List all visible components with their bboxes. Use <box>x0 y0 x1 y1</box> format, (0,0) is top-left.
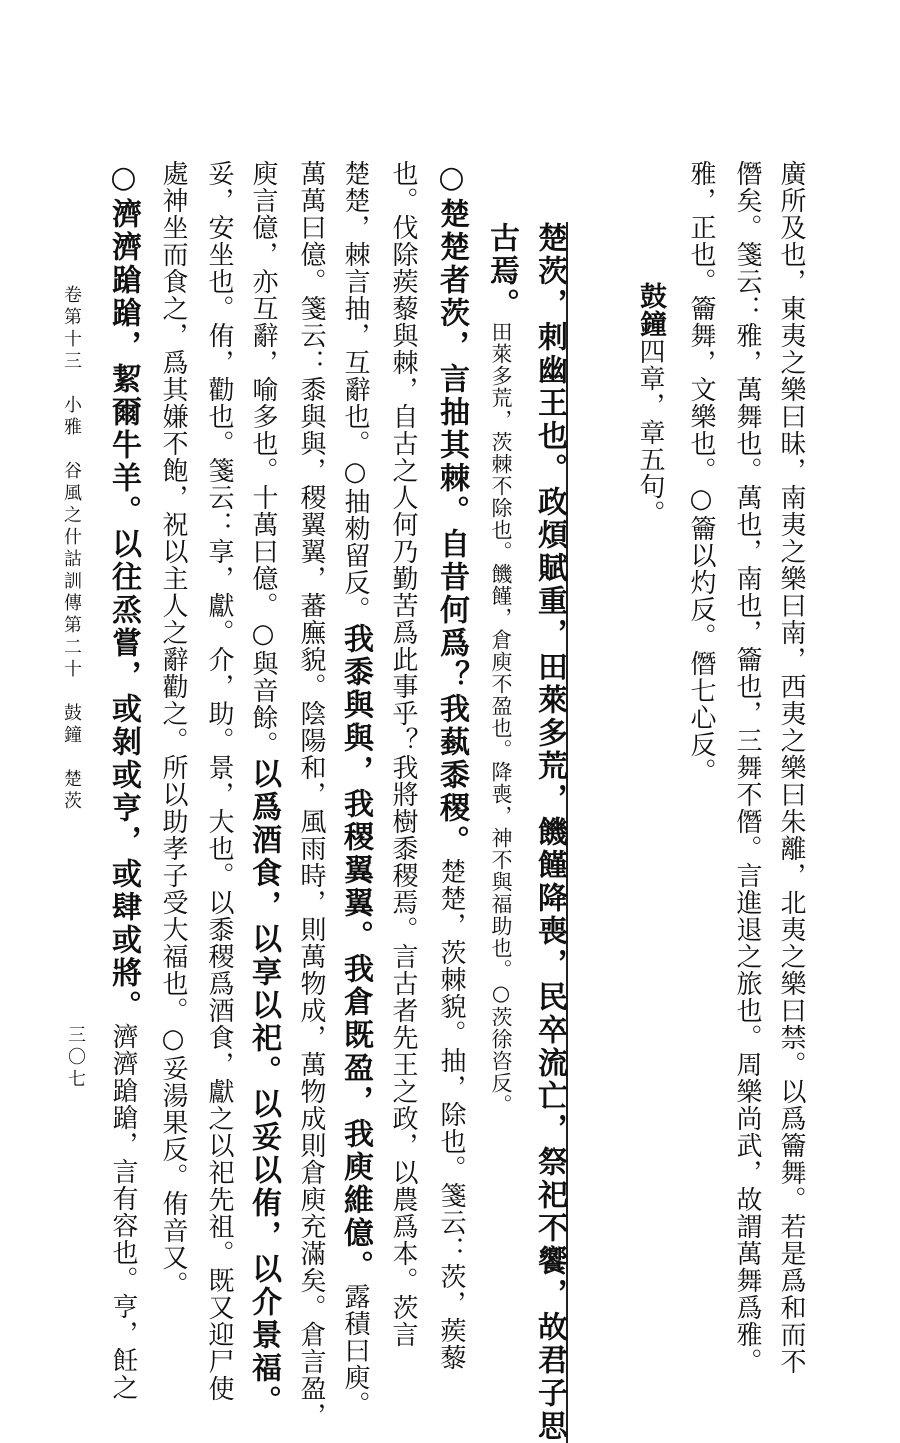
text-segment: 僭矣。箋云：雅，萬舞也。萬也，南也，籥也，三舞不僭。言進退之旅也。周樂尚武，故謂萬舞爲雅。 <box>732 160 762 1375</box>
text-segment: 濟濟蹌蹌，言有容也。亨，飪之 <box>108 1023 138 1401</box>
text-column <box>338 160 373 1418</box>
preface-column <box>534 222 568 1443</box>
text-segment: 妥，安坐也。侑，勸也。箋云：享，獻。介，助。景，大也。以黍稷爲酒食，獻之以祀先祖。既又迎尸使 <box>204 160 234 1402</box>
verse-column <box>106 160 141 1401</box>
text-segment: 雅，正也。籥舞，文樂也。○籥以灼反。僭七心反。 <box>686 160 716 785</box>
chapter-count-column <box>637 282 664 527</box>
text-segment: 我黍與與，我稷翼翼。我倉既盈，我庾維億。 <box>338 623 373 1283</box>
text-column <box>206 160 232 1402</box>
text-segment: 以爲酒食，以享以祀。以妥以侑，以介景福。 <box>246 758 281 1418</box>
text-segment: 楚楚，茨棘貌。抽，除也。箋云：茨，蒺藜 <box>436 858 466 1371</box>
text-segment: ○楚楚者茨，言抽其棘。自昔何爲？我蓺黍稷。 <box>434 160 469 858</box>
text-column <box>688 160 714 785</box>
text-segment: 廣所及也，東夷之樂曰昧，南夷之樂曰南，西夷之樂曰朱離，北夷之樂曰禁。以爲籥舞。若是爲和而不 <box>776 160 806 1375</box>
text-segment: 四章，章五句。 <box>635 338 665 527</box>
text-segment: 庾言億，亦互辭，喻多也。十萬曰億。○與音餘。 <box>248 160 278 758</box>
text-column <box>778 160 804 1375</box>
verse-column <box>434 160 469 1371</box>
text-segment: 萬萬曰億。箋云：黍與與，稷翼翼，蕃廡貌。陰陽和，風雨時，則萬物成，萬物成則倉庾充滿矣。倉言盈， <box>296 160 326 1429</box>
preface-column <box>484 222 519 1116</box>
text-column <box>734 160 760 1375</box>
text-column <box>246 160 281 1418</box>
text-column <box>298 160 324 1429</box>
text-column <box>390 160 416 1348</box>
text-segment: 也。伐除蒺藜與棘，自古之人何乃勤苦爲此事乎？我將樹黍稷焉。言古者先王之政，以農爲本。茨言 <box>388 160 418 1348</box>
text-segment: 楚茨，刺幽王也。政煩賦重，田萊多荒，饑饉降喪，民卒流亡，祭祀不饗，故君子思 <box>532 222 567 1443</box>
text-segment: 鼓鐘 <box>635 282 666 338</box>
text-segment: 楚楚，棘言抽，互辭也。○抽勑留反。 <box>340 160 370 623</box>
text-segment: 露積曰庾。 <box>340 1283 370 1418</box>
text-segment: 處神坐而食之，爲其嫌不飽，祝以主人之辭勸之。所以助孝子受大福也。○妥湯果反。侑音又。 <box>158 160 188 1298</box>
running-head: 卷第十三 小雅 谷風之什詁訓傳第二十 鼓鐘 楚茨 <box>61 285 82 813</box>
text-segment: 田萊多荒，茨棘不除也。饑饉，倉庾不盈也。降喪，神不與福助也。○茨徐咨反。 <box>489 321 513 1116</box>
text-segment: 古焉。 <box>484 222 519 321</box>
text-column <box>160 160 186 1298</box>
page-number: 三〇七 <box>65 1025 86 1091</box>
text-segment: ○濟濟蹌蹌，絜爾牛羊。以往烝嘗，或剝或亨，或肆或將。 <box>106 160 141 1023</box>
